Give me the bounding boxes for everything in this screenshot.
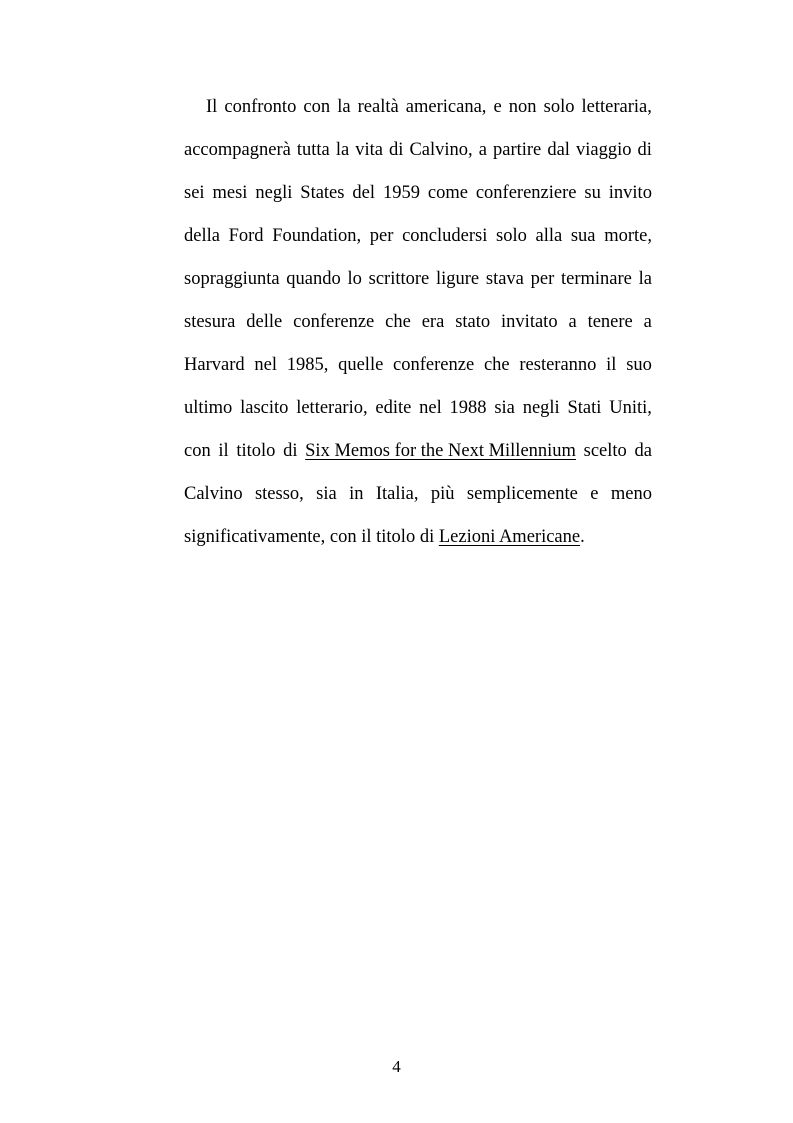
body-paragraph: [184, 92, 652, 565]
word: semplicemente: [466, 484, 578, 504]
word: ligure: [435, 269, 480, 289]
word: States: [300, 183, 345, 203]
word: come: [427, 183, 468, 203]
word: stato: [455, 312, 491, 332]
word: Calvino,: [409, 140, 473, 160]
word: la: [337, 97, 351, 117]
word: conferenziere: [475, 183, 577, 203]
word: Stati: [567, 398, 602, 418]
word: la: [638, 269, 652, 289]
word: sia: [494, 398, 515, 418]
word: Harvard: [184, 355, 245, 375]
word: stesso,: [254, 484, 304, 504]
word: scelto: [583, 441, 627, 461]
underlined-title-lezioni-americane: Lezioni Americane: [438, 527, 581, 547]
word: letterario,: [296, 398, 368, 418]
word: quelle: [338, 355, 384, 375]
word: suo: [626, 355, 652, 375]
line-text: significativamente, con il titolo di: [184, 527, 435, 547]
word: scrittore: [368, 269, 430, 289]
word: che: [385, 312, 411, 332]
word: stesura: [184, 312, 236, 332]
text-line-last: [184, 522, 652, 565]
word: edite: [375, 398, 412, 418]
word: negli: [255, 183, 293, 203]
word: sia: [316, 484, 337, 504]
word: nel: [254, 355, 277, 375]
word: il: [606, 355, 617, 375]
text-line: [184, 178, 652, 221]
word: mesi: [212, 183, 248, 203]
text-line: [184, 264, 652, 307]
word: la: [335, 140, 350, 160]
word: per: [369, 226, 394, 246]
word: conferenze: [393, 355, 475, 375]
word: sopraggiunta: [184, 269, 280, 289]
word: terminare: [560, 269, 632, 289]
word: resteranno: [519, 355, 597, 375]
word: lascito: [240, 398, 289, 418]
word: americana,: [405, 97, 487, 117]
word: Ford: [228, 226, 264, 246]
word: e: [590, 484, 599, 504]
word: negli: [522, 398, 560, 418]
text-line: [184, 350, 652, 393]
word: 1985,: [286, 355, 329, 375]
word: Uniti,: [609, 398, 652, 418]
word: era: [421, 312, 445, 332]
word: a: [643, 312, 652, 332]
word: in: [349, 484, 364, 504]
word: a: [478, 140, 487, 160]
word: tenere: [587, 312, 633, 332]
word: di: [637, 140, 652, 160]
word: Foundation,: [272, 226, 362, 246]
word: Il: [206, 97, 218, 117]
word: invitato: [501, 312, 558, 332]
word: partire: [492, 140, 542, 160]
word: meno: [610, 484, 652, 504]
word: confronto: [224, 97, 297, 117]
word: lo: [347, 269, 362, 289]
word: del: [352, 183, 376, 203]
text-line: [184, 393, 652, 436]
text-line: [184, 92, 652, 135]
word: più: [430, 484, 455, 504]
word: viaggio: [575, 140, 632, 160]
text-line: [184, 221, 652, 264]
text-line: [184, 135, 652, 178]
word: della: [184, 226, 220, 246]
word: tutta: [296, 140, 330, 160]
word: da: [634, 441, 652, 461]
word: realtà: [357, 97, 399, 117]
word: sei: [184, 183, 205, 203]
word: solo: [496, 226, 527, 246]
word: 1959: [382, 183, 420, 203]
word: che: [483, 355, 510, 375]
page-number: 4: [392, 1057, 401, 1076]
word: per: [530, 269, 555, 289]
word: con: [303, 97, 331, 117]
word: quando: [286, 269, 341, 289]
word: a: [568, 312, 577, 332]
text-line: [184, 307, 652, 350]
word: conferenze: [293, 312, 375, 332]
word: solo: [543, 97, 575, 117]
word: dal: [547, 140, 570, 160]
word: Calvino: [184, 484, 243, 504]
word: morte,: [604, 226, 652, 246]
underlined-title-six-memos: Six Memos for the Next Millennium: [305, 441, 576, 461]
word: Italia,: [375, 484, 419, 504]
text-line: [184, 479, 652, 522]
word: nel: [419, 398, 442, 418]
word: e: [493, 97, 502, 117]
word: su: [584, 183, 601, 203]
word: sua: [570, 226, 596, 246]
word: delle: [246, 312, 283, 332]
period: .: [580, 527, 585, 547]
word: accompagnerà: [184, 140, 291, 160]
word: di: [283, 441, 298, 461]
word: concludersi: [402, 226, 488, 246]
word: non: [508, 97, 537, 117]
word: ultimo: [184, 398, 233, 418]
word: 1988: [449, 398, 487, 418]
word: il: [218, 441, 229, 461]
word: letteraria,: [581, 97, 652, 117]
text-line: [184, 436, 652, 479]
word: di: [389, 140, 404, 160]
word: vita: [355, 140, 383, 160]
word: stava: [485, 269, 524, 289]
word: invito: [608, 183, 652, 203]
word: con: [184, 441, 211, 461]
word: titolo: [236, 441, 276, 461]
word: alla: [535, 226, 563, 246]
